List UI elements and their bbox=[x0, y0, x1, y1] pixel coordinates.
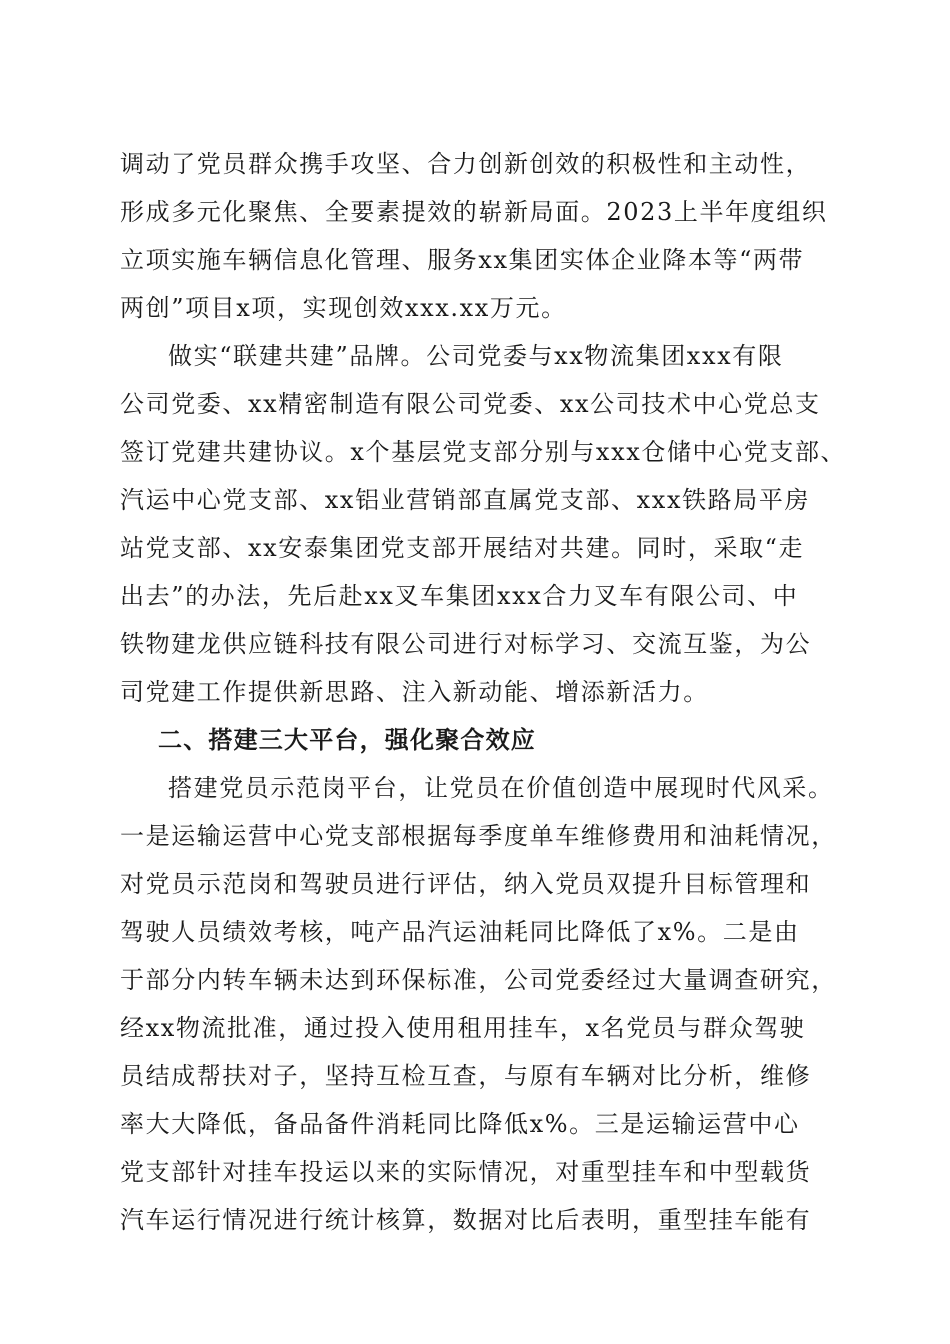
text-line: 做实“联建共建”品牌。公司党委与xx物流集团xxx有限 bbox=[168, 342, 784, 370]
text-line: 一是运输运营中心党支部根据每季度单车维修费用和油耗情况， bbox=[120, 822, 837, 850]
text-line: 汽车运行情况进行统计核算，数据对比后表明，重型挂车能有 bbox=[120, 1206, 812, 1234]
text-line: 形成多元化聚焦、全要素提效的崭新局面。2023上半年度组织 bbox=[120, 198, 828, 226]
text-line: 出去”的办法，先后赴xx叉车集团xxx合力叉车有限公司、中 bbox=[120, 582, 799, 610]
text-line: 两创”项目x项，实现创效xxx.xx万元。 bbox=[120, 294, 567, 322]
section-heading: 二、搭建三大平台，强化聚合效应 bbox=[158, 726, 536, 754]
text-line: 党支部针对挂车投运以来的实际情况，对重型挂车和中型载货 bbox=[120, 1158, 812, 1186]
paragraph bbox=[120, 764, 840, 1244]
text-line: 汽运中心党支部、xx铝业营销部直属党支部、xxx铁路局平房 bbox=[120, 486, 811, 514]
text-line: 搭建党员示范岗平台，让党员在价值创造中展现时代风采。 bbox=[168, 774, 834, 802]
text-line: 经xx物流批准，通过投入使用租用挂车，x名党员与群众驾驶 bbox=[120, 1014, 806, 1042]
text-line: 司党建工作提供新思路、注入新动能、增添新活力。 bbox=[120, 678, 709, 706]
text-line: 公司党委、xx精密制造有限公司党委、xx公司技术中心党总支 bbox=[120, 390, 821, 418]
text-line: 率大大降低，备品备件消耗同比降低x%。三是运输运营中心 bbox=[120, 1110, 800, 1138]
text-line: 铁物建龙供应链科技有限公司进行对标学习、交流互鉴，为公 bbox=[120, 630, 812, 658]
text-line: 立项实施车辆信息化管理、服务xx集团实体企业降本等“两带 bbox=[120, 246, 805, 274]
text-line: 站党支部、xx安泰集团党支部开展结对共建。同时，采取“走 bbox=[120, 534, 805, 562]
text-line: 于部分内转车辆未达到环保标准，公司党委经过大量调查研究， bbox=[120, 966, 837, 994]
text-line: 员结成帮扶对子，坚持互检互查，与原有车辆对比分析，维修 bbox=[120, 1062, 812, 1090]
paragraph bbox=[120, 140, 840, 332]
text-line: 对党员示范岗和驾驶员进行评估，纳入党员双提升目标管理和 bbox=[120, 870, 812, 898]
text-line: 签订党建共建协议。x个基层党支部分别与xxx仓储中心党支部、 bbox=[120, 438, 847, 466]
document-body bbox=[120, 140, 847, 1244]
text-line: 调动了党员群众携手攻坚、合力创新创效的积极性和主动性， bbox=[120, 150, 812, 178]
paragraph bbox=[120, 332, 847, 716]
text-line: 驾驶人员绩效考核，吨产品汽运油耗同比降低了x%。二是由 bbox=[120, 918, 800, 946]
